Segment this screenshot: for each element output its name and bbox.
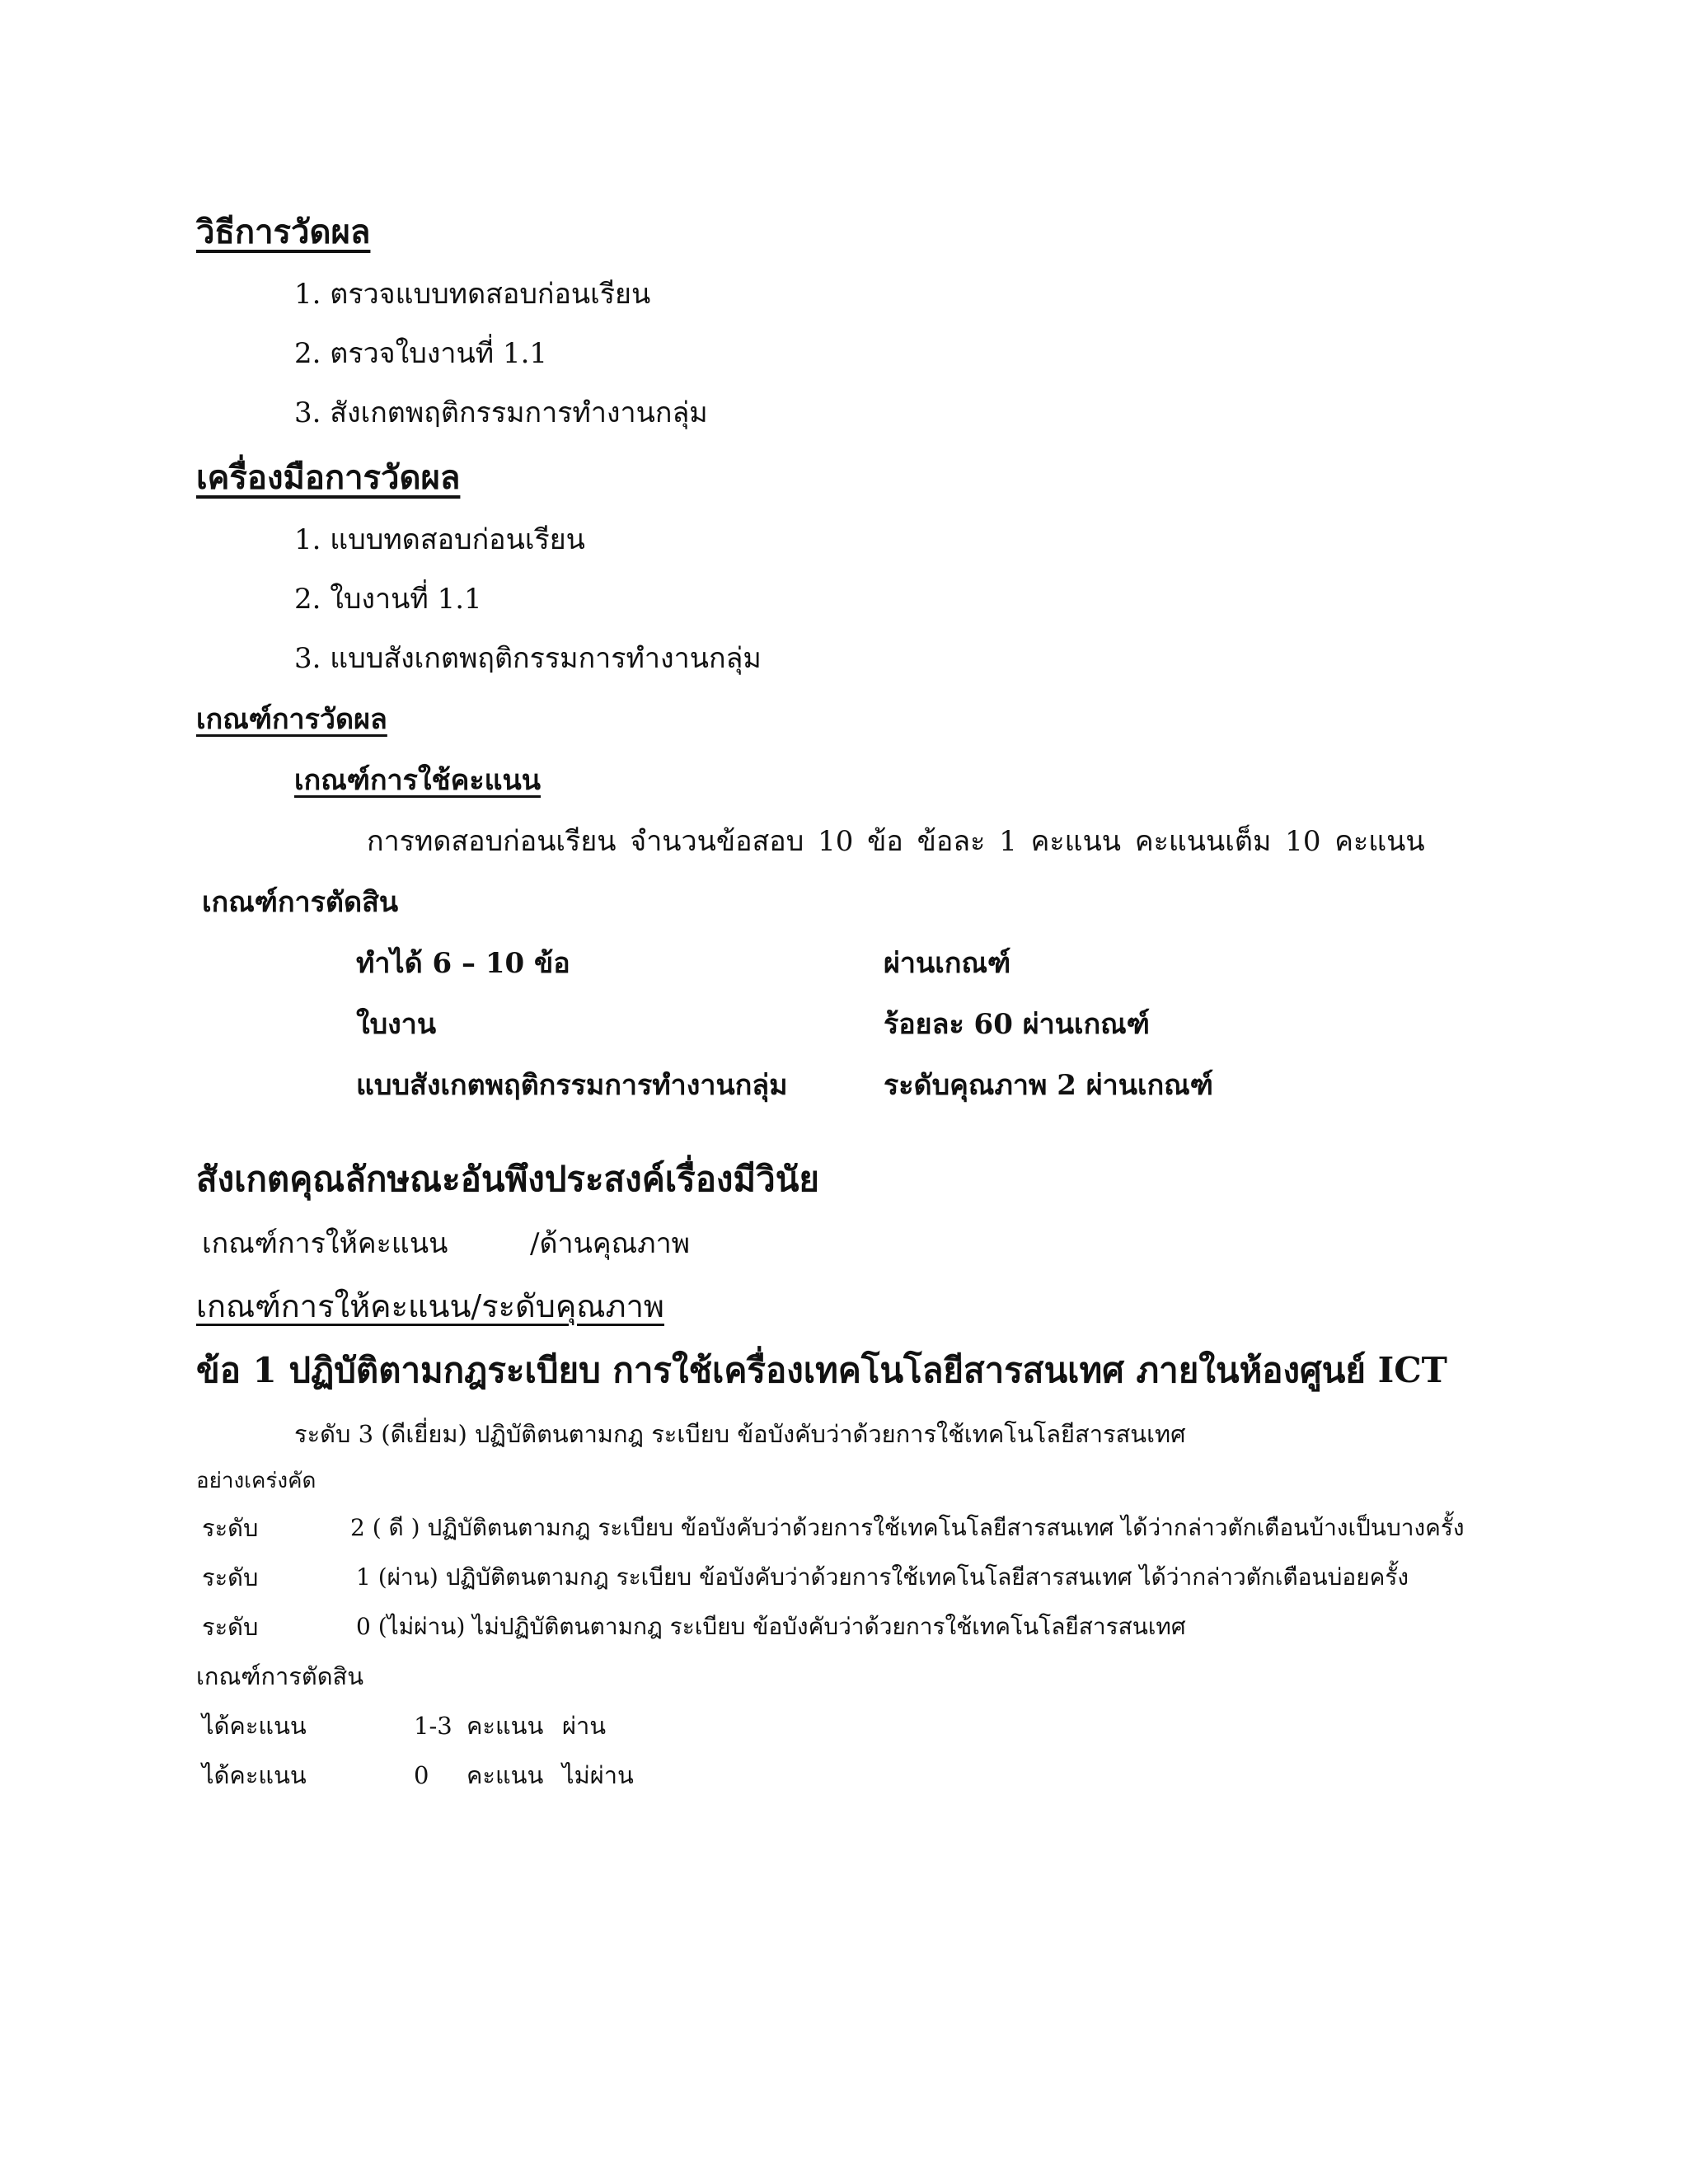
level-0-text: 0 (ไม่ผ่าน) ไม่ปฏิบัติตนตามกฎ ระเบียบ ข้อบังคับว่าด้วยการใช้เทคโนโลยีสารสนเทศ (356, 1613, 1186, 1640)
discipline-heading: สังเกตคุณลักษณะอันพึงประสงค์เรื่องมีวินัย (196, 1159, 820, 1199)
measure-item-1: 1. ตรวจแบบทดสอบก่อนเรียน (294, 278, 651, 311)
result-1-unit: คะแนน (467, 1712, 544, 1740)
discipline-decision-heading: เกณฑ์การตัดสิน (196, 1662, 364, 1690)
discipline-item-title: ข้อ 1 ปฏิบัติตามกฎระเบียบ การใช้เครื่องเทคโนโลยีสารสนเทศ ภายในห้องศูนย์ ICT (196, 1350, 1447, 1390)
decision-row-2-right: ร้อยละ 60 ผ่านเกณฑ์ (884, 1008, 1150, 1041)
scoring-text: การทดสอบก่อนเรียน จำนวนข้อสอบ 10 ข้อ ข้อละ 1 คะแนน คะแนนเต็ม 10 คะแนน (367, 825, 1425, 858)
level-1-text: 1 (ผ่าน) ปฏิบัติตนตามกฎ ระเบียบ ข้อบังคับว่าด้วยการใช้เทคโนโลยีสารสนเทศ ได้ว่ากล่าวตักเตือนบ่อยครั้ง (356, 1563, 1409, 1591)
tools-item-2: 2. ใบงานที่ 1.1 (294, 583, 482, 616)
result-2-unit: คะแนน (467, 1761, 544, 1789)
decision-row-2-left: ใบงาน (356, 1008, 437, 1041)
level-1-label: ระดับ (202, 1563, 259, 1591)
decision-row-3-left: แบบสังเกตพฤติกรรมการทำงานกลุ่ม (356, 1069, 788, 1102)
level-3-line-2: อย่างเคร่งคัด (196, 1469, 316, 1493)
discipline-score-label: เกณฑ์การให้คะแนน (202, 1227, 448, 1260)
discipline-subtitle: เกณฑ์การให้คะแนน/ระดับคุณภาพ (196, 1288, 664, 1324)
result-1-label: ได้คะแนน (202, 1712, 307, 1740)
measure-heading: วิธีการวัดผล (196, 213, 371, 251)
discipline-score-quality: /ด้านคุณภาพ (530, 1227, 691, 1260)
level-3-line-1: ระดับ 3 (ดีเยี่ยม) ปฏิบัติตนตามกฎ ระเบียบ ข้อบังคับว่าด้วยการใช้เทคโนโลยีสารสนเทศ (294, 1420, 1186, 1448)
result-1-result: ผ่าน (562, 1712, 607, 1740)
measure-item-3: 3. สังเกตพฤติกรรมการทำงานกลุ่ม (294, 396, 708, 429)
level-2-text: 2 ( ดี ) ปฏิบัติตนตามกฎ ระเบียบ ข้อบังคับว่าด้วยการใช้เทคโนโลยีสารสนเทศ ได้ว่ากล่าวตักเตือนบ้างเป็นบางครั้ง (350, 1514, 1465, 1541)
result-2-result: ไม่ผ่าน (562, 1761, 634, 1789)
level-2-label: ระดับ (202, 1514, 259, 1542)
scoring-heading: เกณฑ์การใช้คะแนน (294, 764, 541, 797)
decision-heading: เกณฑ์การตัดสิน (202, 886, 399, 919)
tools-item-1: 1. แบบทดสอบก่อนเรียน (294, 523, 585, 556)
decision-row-3-right: ระดับคุณภาพ 2 ผ่านเกณฑ์ (884, 1069, 1213, 1102)
decision-row-1-right: ผ่านเกณฑ์ (884, 947, 1011, 980)
result-2-score: 0 (414, 1761, 429, 1789)
result-1-score: 1-3 (414, 1712, 452, 1740)
result-2-label: ได้คะแนน (202, 1761, 307, 1789)
decision-row-1-left: ทำได้ 6 – 10 ข้อ (356, 947, 570, 980)
tools-heading: เครื่องมือการวัดผล (196, 458, 461, 497)
level-0-label: ระดับ (202, 1613, 259, 1641)
criteria-heading: เกณฑ์การวัดผล (196, 703, 387, 736)
tools-item-3: 3. แบบสังเกตพฤติกรรมการทำงานกลุ่ม (294, 642, 762, 675)
measure-item-2: 2. ตรวจใบงานที่ 1.1 (294, 337, 548, 370)
